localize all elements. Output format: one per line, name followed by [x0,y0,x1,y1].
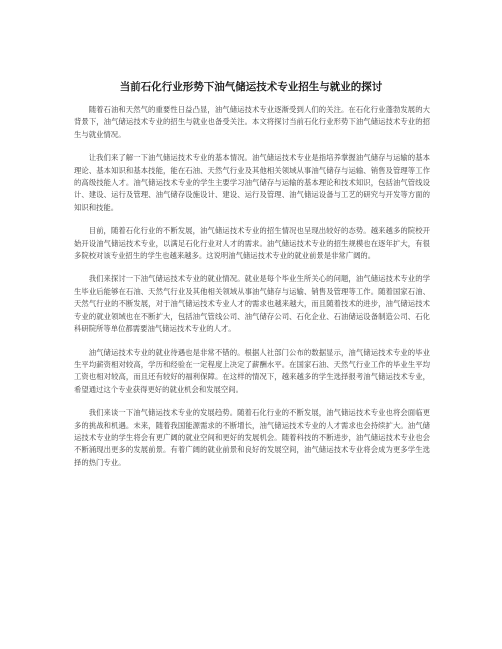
paragraph-trends: 我们来谈一下油气储运技术专业的发展趋势。随着石化行业的不断发展，油气储运技术专业也将会面临更多的挑战和机遇。未来，随着我国能源需求的不断增长，油气储运技术专业的人才需求也会持续扩大。油气储运技术专业的学生将会有更广阔的就业空间和更好的发展机会。随着科技的不断进步，油气储运技术专业也会不断涌现出更多的发展前景。有着广阔的就业前景和良好的发展空间，油气储运技术专业将会成为更多学生选择的热门专业。 [74,408,430,467]
paragraph-overview: 让我们来了解一下油气储运技术专业的基本情况。油气储运技术专业是指培养掌握油气储存与运输的基本理论、基本知识和基本技能，能在石油、天然气行业及其他相关领域从事油气储存与运输、销售及管理等工作的高级技能人才。油气储运技术专业的学生主要学习油气储存与运输的基本理论和技术知识，包括油气管线设计、建设、运行及管理、油气储存设施设计、建设、运行及管理、油气储运设备与工艺的研究与开发等方面的知识和技能。 [74,153,430,212]
document-title: 当前石化行业形势下油气储运技术专业招生与就业的探讨 [119,81,383,93]
document-body [74,104,430,480]
paragraph-enrollment: 目前，随着石化行业的不断发展，油气储运技术专业的招生情况也呈现出较好的态势。越来越多的院校开始开设油气储运技术专业，以满足石化行业对人才的需求。油气储运技术专业的招生规模也在逐年扩大，有很多院校对该专业招生的学生也越来越多。这说明油气储运技术专业的就业前景是非常广阔的。 [74,226,430,261]
paragraph-employment: 我们来探讨一下油气储运技术专业的就业情况。就业是每个毕业生所关心的问题，油气储运技术专业的学生毕业后能够在石油、天然气行业及其他相关领域从事油气储存与运输、销售及管理等工作。随着国家石油、天然气行业的不断发展，对于油气储运技术专业人才的需求也越来越大，而且随着技术的进步，油气储运技术专业的就业领域也在不断扩大，包括油气管线公司、油气储存公司、石化企业、石油储运设备制造公司、石化科研院所等单位都需要油气储运技术专业的人才。 [74,274,430,334]
paragraph-intro: 随着石油和天然气的重要性日益凸显，油气储运技术专业逐渐受到人们的关注。在石化行业蓬勃发展的大背景下，油气储运技术专业的招生与就业也备受关注。本文将探讨当前石化行业形势下油气储运技术专业的招生与就业情况。 [74,105,430,139]
paragraph-salary: 油气储运技术专业的就业待遇也是非常不错的。根据人社部门公布的数据显示，油气储运技术专业的毕业生平均薪资相对较高，学历和经验在一定程度上决定了薪酬水平。在国家石油、天然气行业工作的毕业生平均工资也相对较高，而且还有较好的福利保障。在这样的情况下，越来越多的学生选择报考油气储运技术专业，希望通过这个专业获得更好的就业机会和发展空间。 [74,347,430,394]
